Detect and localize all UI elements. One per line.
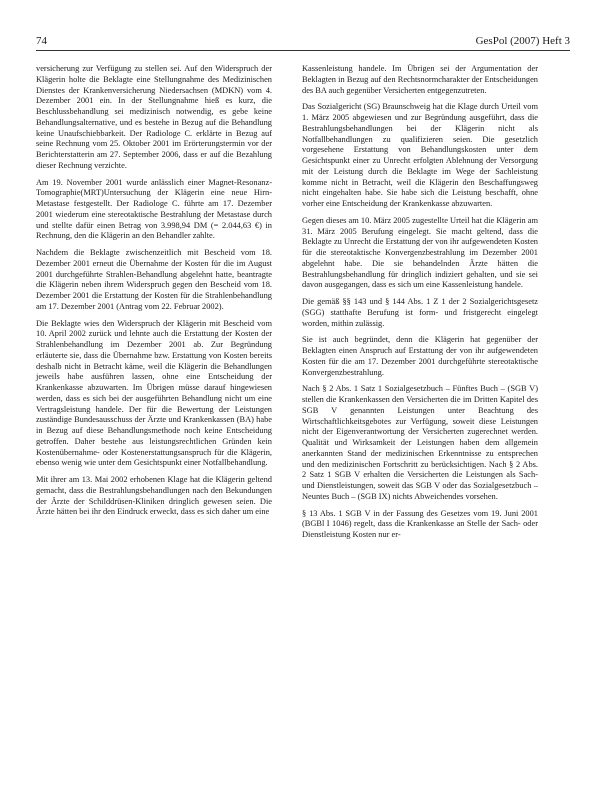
paragraph: Gegen dieses am 10. März 2005 zugestellte Urteil hat die Klägerin am 31. März 2005 Berufung eingelegt. Sie macht geltend, dass die Beklagte zu Unrecht die Erstattung der von ihr aufgewendeten Kosten für die stereotaktische Konvergenzbestrahlung im Dezember 2001 abgelehnt habe. Die sie behandelnden Ärzte hätten die Bestrahlungsbehandlung für dringlich indiziert gehalten, und sie sei davon ausgegangen, dass es sich um eine Kassenleistung handele. <box>302 215 538 290</box>
paragraph: Am 19. November 2001 wurde anlässlich einer Magnet-Resonanz-Tomographie(MRT)Untersuchung der Klägerin eine neue Hirn-Metastase festgestellt. Der Radiologe C. führte am 17. Dezember 2001 wiederum eine stereotaktische Bestrahlung der Metastase durch und stellte dafür einen Betrag von 3.998,94 DM (= 2.044,63 €) in Rechnung, den die Klägerin an den Behandler zahlte. <box>36 177 272 241</box>
paragraph: Nachdem die Beklagte zwischenzeitlich mit Bescheid vom 18. Dezember 2001 erneut die Übernahme der Kosten für die im August 2001 durchgeführte Strahlen-Behandlung abgelehnt hatte, beantragte die Klägerin neben ihrem Widerspruch gegen den Bescheid vom 18. Dezember 2001 die Erstattung der Kosten für die Strahlenbehandlung am 17. Dezember 2001 (Antrag vom 22. Februar 2002). <box>36 248 272 311</box>
left-column <box>36 64 272 524</box>
paragraph: § 13 Abs. 1 SGB V in der Fassung des Gesetzes vom 19. Juni 2001 (BGBl I 1046) regelt, dass die Krankenkasse an Stelle der Sach- oder Dienstleistung Kosten nur er- <box>302 508 538 539</box>
page-header <box>36 34 570 51</box>
right-column <box>302 64 538 547</box>
paragraph: Mit ihrer am 13. Mai 2002 erhobenen Klage hat die Klägerin geltend gemacht, dass die Bestrahlungsbehandlungen nach den Bekundungen der Ärzte der Schilddrüsen-Kliniken dringlich gewesen seien. Die Ärzte hätten bei ihr den Eindruck erweckt, dass es sich daher um eine <box>36 475 272 517</box>
paragraph: Das Sozialgericht (SG) Braunschweig hat die Klage durch Urteil vom 1. März 2005 abgewiesen und zur Begründung ausgeführt, dass die Bestrahlungsbehandlungen bei der Klägerin nicht als Notfallbehandlungen zu qualifizieren seien. Die gesetzlich vorgesehene Erstattung von Behandlungskosten unter dem Gesichtspunkt einer zu Unrecht erfolgten Ablehnung der Versorgung mit der Leistung durch die Beklagte im Wege der Sachleistung komme nicht in Betracht, weil die Klägerin den Beschaffungsweg nicht eingehalten habe. Sie habe sich die Leistung beschafft, ohne vorher eine Entscheidung der Krankenkasse abzuwarten. <box>302 102 538 208</box>
page-number: 74 <box>36 35 47 47</box>
paragraph: Kassenleistung handele. Im Übrigen sei der Argumentation der Beklagten in Bezug auf den Rechtsnormcharakter der Entscheidungen des BA auch gegenüber Versicherten entgegenzutreten. <box>302 64 538 95</box>
paragraph: Nach § 2 Abs. 1 Satz 1 Sozialgesetzbuch – Fünftes Buch – (SGB V) stellen die Krankenkassen den Versicherten die im Dritten Kapitel des SGB V genannten Leistungen unter Beachtung des Wirtschaftlichkeitsgebotes zur Verfügung, soweit diese Leistungen nicht der Eigenverantwortung der Versicherten zugerechnet werden. Qualität und Wirksamkeit der Leistungen haben dem allgemein anerkannten Stand der medizinischen Erkenntnisse zu entsprechen und den medizinischen Fortschritt zu berücksichtigen. Nach § 2 Abs. 2 Satz 1 SGB V erhalten die Versicherten die Leistungen als Sach- und Dienstleistungen, soweit das SGB V oder das Sozialgesetzbuch – Neuntes Buch – (SGB IX) nichts Abweichendes vorsehen. <box>302 384 538 501</box>
paragraph: Sie ist auch begründet, denn die Klägerin hat gegenüber der Beklagten einen Anspruch auf Erstattung der von ihr aufgewendeten Kosten für die am 17. Dezember 2001 durchgeführte stereotaktische Konvergenzbestrahlung. <box>302 335 538 377</box>
paragraph: versicherung zur Verfügung zu stellen sei. Auf den Widerspruch der Klägerin holte die Beklagte eine Stellungnahme des Medizinischen Dienstes der Krankenversicherung Niedersachsen (MDKN) vom 4. Dezember 2001 ein. In der Stellungnahme hieß es kurz, die Beschlussbehandlung sei medizinisch notwendig, es gebe keine Behandlungsalternative, und es bestehe in Bezug auf die Behandlung keine Unaufschiebbarkeit. Der Radiologe C. erklärte in Bezug auf seine Rechnung vom 25. Oktober 2001 im Erörterungstermin vor der Berichterstatterin am 27. September 2006, dass er auf die Bezahlung dieser Rechnung verzichte. <box>36 64 272 170</box>
paragraph: Die Beklagte wies den Widerspruch der Klägerin mit Bescheid vom 10. April 2002 zurück und lehnte auch die Erstattung der Kosten der Strahlenbehandlung im Dezember 2001 ab. Zur Begründung erläuterte sie, dass die Übernahme bzw. Erstattung von Kosten bereits deshalb nicht in Betracht käme, weil die Klägerin die Behandlungen jeweils habe ausführen lassen, ohne eine Entscheidung der Krankenkasse abzuwarten. Im Übrigen müsse darauf hingewiesen werden, dass es sich bei der ausgeführten Behandlung nicht um eine Vertragsleistung handele. Der für die Bewertung der Leistungen zuständige Bundesausschuss der Ärzte und Krankenkassen (BA) habe in Bezug auf diese Behandlungsmethode noch keine Entscheidung getroffen. Daher bestehe aus leistungsrechtlichen Gründen kein Kostenübernahme- oder Kostenerstattungsanspruch für die Klägerin, ebenso wenig wie unter dem Gesichtspunkt einer Notfallbehandlung. <box>36 318 272 468</box>
journal-reference: GesPol (2007) Heft 3 <box>475 35 570 47</box>
paragraph: Die gemäß §§ 143 und § 144 Abs. 1 Z 1 der 2 Sozialgerichtsgesetz (SGG) statthafte Berufung ist form- und fristgerecht eingelegt worden, mithin zulässig. <box>302 297 538 328</box>
